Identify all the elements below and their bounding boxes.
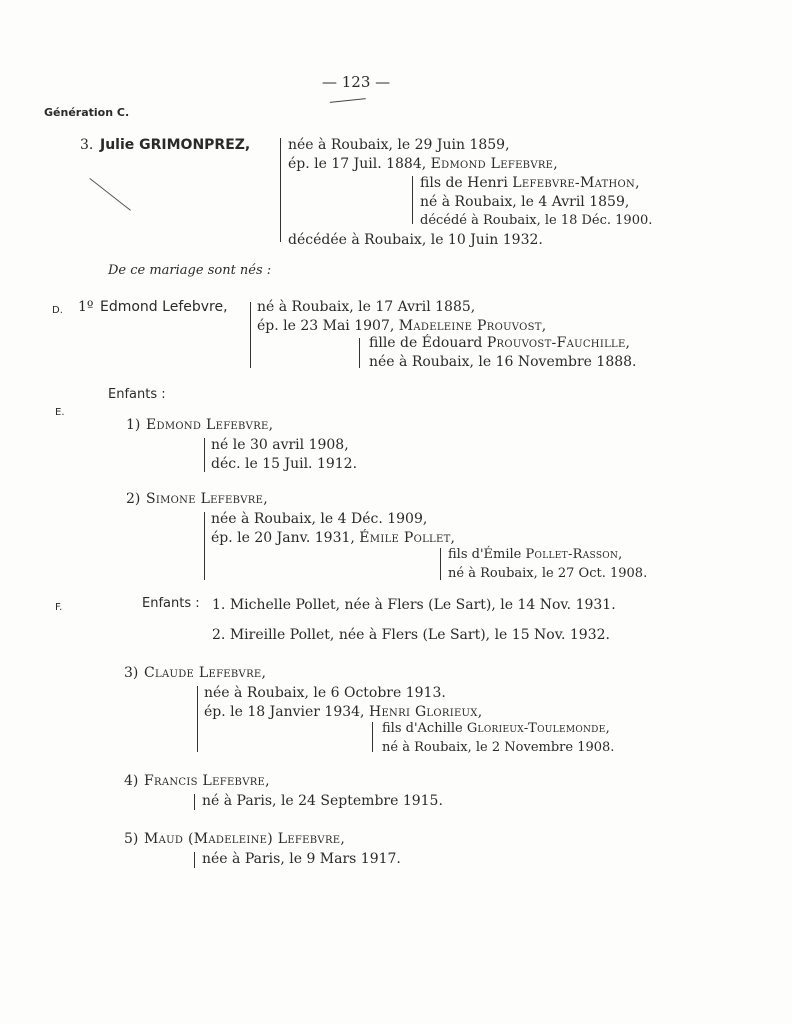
child-2-spouse-parent (448, 546, 623, 564)
child-3-married (204, 703, 482, 721)
child-2-married-date: ép. le 20 Janv. 1931, (211, 530, 360, 546)
child-3-spouse: Henri Glorieux, (368, 704, 483, 720)
julie-spouse-parent-prefix: fils de Henri (420, 175, 513, 191)
child-2-spouse-born: né à Roubaix, le 27 Oct. 1908. (448, 566, 648, 581)
child-2-number: 2) (126, 491, 141, 507)
child-5-number: 5) (124, 831, 139, 847)
grandchild-2-name: Mireille Pollet, (229, 627, 335, 643)
child-3-spouse-parent-name: Glorieux-Toulemonde, (466, 721, 611, 736)
child-2-spouse-parent-name: Pollet-Rasson, (525, 547, 623, 562)
edmond-spouse-born: née à Roubaix, le 16 Novembre 1888. (369, 354, 637, 370)
grandchild-1-number: 1. (212, 597, 226, 613)
child-5-bracket (194, 852, 195, 868)
julie-married-date: ép. le 17 Juil. 1884, (288, 156, 431, 172)
edmond-married-date: ép. le 23 Mai 1907, (257, 318, 399, 334)
edmond-spouse-parent-prefix: fille de Édouard (369, 335, 487, 351)
julie-died: décédée à Roubaix, le 10 Juin 1932. (288, 232, 543, 248)
edmond-born: né à Roubaix, le 17 Avril 1885, (257, 299, 476, 315)
generation-label: Génération C. (44, 106, 130, 119)
child-3-spouse-parent-prefix: fils d'Achille (382, 721, 467, 736)
julie-number: 3. (80, 137, 94, 153)
grandchild-1-name: Michelle Pollet, (229, 597, 341, 613)
child-1-born: né le 30 avril 1908, (211, 437, 349, 453)
child-3-spouse-born: né à Roubaix, le 2 Novembre 1908. (382, 740, 615, 755)
child-2-born: née à Roubaix, le 4 Déc. 1909, (211, 511, 428, 527)
pen-stroke (89, 178, 131, 212)
child-3-name: Claude Lefebvre, (144, 665, 267, 681)
child-3-married-date: ép. le 18 Janvier 1934, (204, 704, 369, 720)
child-4-name: Francis Lefebvre, (144, 773, 270, 789)
pen-mark (330, 98, 366, 107)
edmond-spouse-bracket (359, 338, 360, 368)
child-5-name: Maud (Madeleine) Lefebvre, (144, 831, 346, 847)
child-3-bracket (197, 686, 198, 752)
julie-spouse-born: né à Roubaix, le 4 Avril 1859, (420, 194, 630, 210)
julie-born: née à Roubaix, le 29 Juin 1859, (288, 137, 510, 153)
child-2-spouse-parent-prefix: fils d'Émile (448, 547, 526, 562)
child-4-born: né à Paris, le 24 Septembre 1915. (202, 793, 443, 809)
edmond-spouse-parent (369, 334, 630, 352)
edmond-name: Edmond Lefebvre, (100, 299, 228, 315)
child-1-number: 1) (126, 417, 141, 433)
child-5-born: née à Paris, le 9 Mars 1917. (202, 851, 401, 867)
marriage-note: De ce mariage sont nés : (108, 263, 272, 278)
grandchildren-label: Enfants : (142, 596, 200, 611)
julie-spouse-died: décédé à Roubaix, le 18 Déc. 1900. (420, 213, 653, 228)
grandchild-2-text: née à Flers (Le Sart), le 15 Nov. 1932. (338, 627, 610, 643)
julie-name: Julie GRIMONPREZ, (100, 137, 251, 153)
child-1-bracket (204, 438, 205, 472)
margin-e: E. (55, 407, 65, 418)
child-1-name: Edmond Lefebvre, (146, 417, 274, 433)
grandchild-1-text: née à Flers (Le Sart), le 14 Nov. 1931. (344, 597, 616, 613)
enfants-label: Enfants : (108, 387, 166, 402)
julie-spouse-parent (420, 174, 640, 192)
edmond-bracket (250, 302, 251, 368)
child-2-name: Simone Lefebvre, (146, 491, 268, 507)
edmond-married (257, 317, 547, 335)
child-1-died: déc. le 15 Juil. 1912. (211, 456, 358, 472)
child-2-spouse-bracket (440, 548, 441, 580)
child-3-spouse-bracket (372, 722, 373, 752)
margin-f: F. (55, 602, 63, 613)
grandchild-2-number: 2. (212, 627, 226, 643)
page-number: — 123 — (322, 73, 391, 91)
julie-married (288, 155, 558, 173)
edmond-number: 1º (78, 299, 94, 315)
margin-d: D. (52, 305, 63, 316)
julie-spouse-parent-name: Lefebvre-Mathon, (512, 175, 640, 191)
child-3-born: née à Roubaix, le 6 Octobre 1913. (204, 685, 446, 701)
child-4-number: 4) (124, 773, 139, 789)
edmond-spouse-parent-name: Prouvost-Fauchille, (486, 335, 631, 351)
edmond-spouse: Madeleine Prouvost, (398, 318, 547, 334)
child-2-married (211, 529, 455, 547)
child-3-number: 3) (124, 665, 139, 681)
child-3-spouse-parent (382, 720, 610, 738)
child-2-spouse: Émile Pollet, (359, 530, 456, 546)
julie-bracket (280, 138, 281, 242)
grandchild-2 (212, 626, 610, 644)
grandchild-1 (212, 596, 616, 614)
julie-spouse: Edmond Lefebvre, (430, 156, 559, 172)
julie-spouse-bracket (412, 176, 413, 224)
child-4-bracket (194, 794, 195, 810)
child-2-bracket (204, 512, 205, 580)
